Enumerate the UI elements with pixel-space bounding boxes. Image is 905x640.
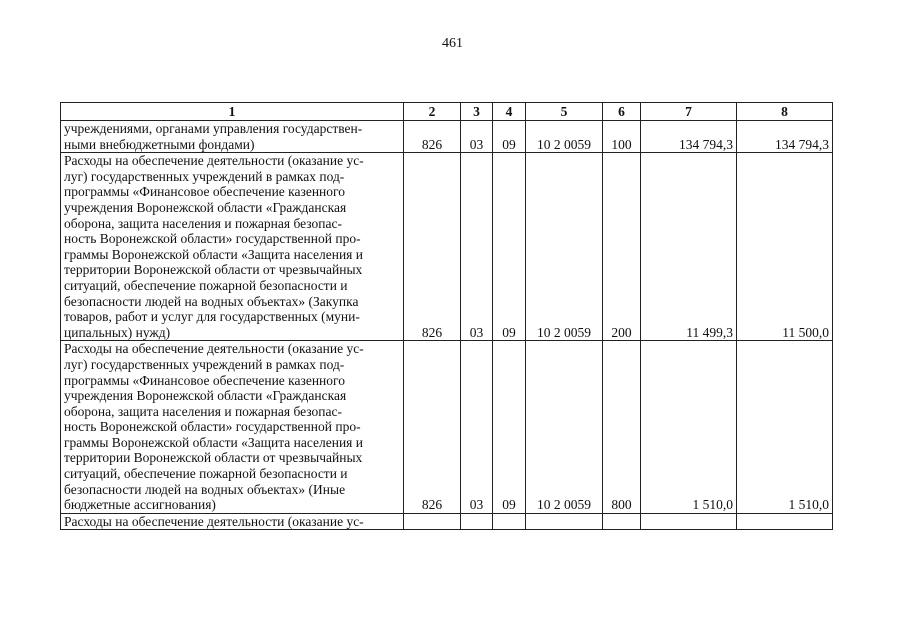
section-code: [461, 513, 493, 530]
section-code: 03: [461, 121, 493, 153]
column-header-4: 4: [493, 103, 526, 121]
subsection-code: [493, 513, 526, 530]
table-row: [61, 121, 833, 153]
table-row: [61, 341, 833, 514]
column-header-6: 6: [603, 103, 641, 121]
target-article-code: [526, 513, 603, 530]
amount-column-7: 11 499,3: [641, 153, 737, 341]
expense-type-code: [603, 513, 641, 530]
column-header-1: 1: [61, 103, 404, 121]
target-article-code: 10 2 0059: [526, 121, 603, 153]
expense-type-code: 100: [603, 121, 641, 153]
column-header-5: 5: [526, 103, 603, 121]
expense-type-code: 200: [603, 153, 641, 341]
target-article-code: 10 2 0059: [526, 341, 603, 514]
table-row: [61, 513, 833, 530]
column-header-2: 2: [404, 103, 461, 121]
table-header-row: [61, 103, 833, 121]
ministry-code: 826: [404, 341, 461, 514]
amount-column-7: [641, 513, 737, 530]
amount-column-7: 1 510,0: [641, 341, 737, 514]
row-description: Расходы на обеспечение деятельности (оказание ус-: [61, 513, 404, 530]
column-header-7: 7: [641, 103, 737, 121]
column-header-8: 8: [737, 103, 833, 121]
section-code: 03: [461, 153, 493, 341]
ministry-code: 826: [404, 153, 461, 341]
ministry-code: [404, 513, 461, 530]
amount-column-8: [737, 513, 833, 530]
section-code: 03: [461, 341, 493, 514]
subsection-code: 09: [493, 341, 526, 514]
budget-table: [60, 102, 833, 530]
amount-column-8: 1 510,0: [737, 341, 833, 514]
subsection-code: 09: [493, 153, 526, 341]
amount-column-8: 11 500,0: [737, 153, 833, 341]
amount-column-7: 134 794,3: [641, 121, 737, 153]
row-description: Расходы на обеспечение деятельности (оказание ус- луг) государственных учреждений в рамках под- программы «Финансовое обеспечение казенного учреждения Воронежской области «Гражданская оборона, защита населения и пожарная безопас- ность Воронежской области» государственной про- граммы Воронежской области «Защита населения и территории Воронежской области от чрезвычайных ситуаций, обеспечение пожарной безопасности и безопасности людей на водных объектах» (Закупка товаров, работ и услуг для государственных (муни- ципальных) нужд): [61, 153, 404, 341]
target-article-code: 10 2 0059: [526, 153, 603, 341]
column-header-3: 3: [461, 103, 493, 121]
expense-type-code: 800: [603, 341, 641, 514]
ministry-code: 826: [404, 121, 461, 153]
row-description: учреждениями, органами управления государствен- ными внебюджетными фондами): [61, 121, 404, 153]
amount-column-8: 134 794,3: [737, 121, 833, 153]
page-number: 461: [442, 36, 463, 51]
table-row: [61, 153, 833, 341]
subsection-code: 09: [493, 121, 526, 153]
row-description: Расходы на обеспечение деятельности (оказание ус- луг) государственных учреждений в рамках под- программы «Финансовое обеспечение казенного учреждения Воронежской области «Гражданская оборона, защита населения и пожарная безопас- ность Воронежской области» государственной про- граммы Воронежской области «Защита населения и территории Воронежской области от чрезвычайных ситуаций, обеспечение пожарной безопасности и безопасности людей на водных объектах» (Иные бюджетные ассигнования): [61, 341, 404, 514]
